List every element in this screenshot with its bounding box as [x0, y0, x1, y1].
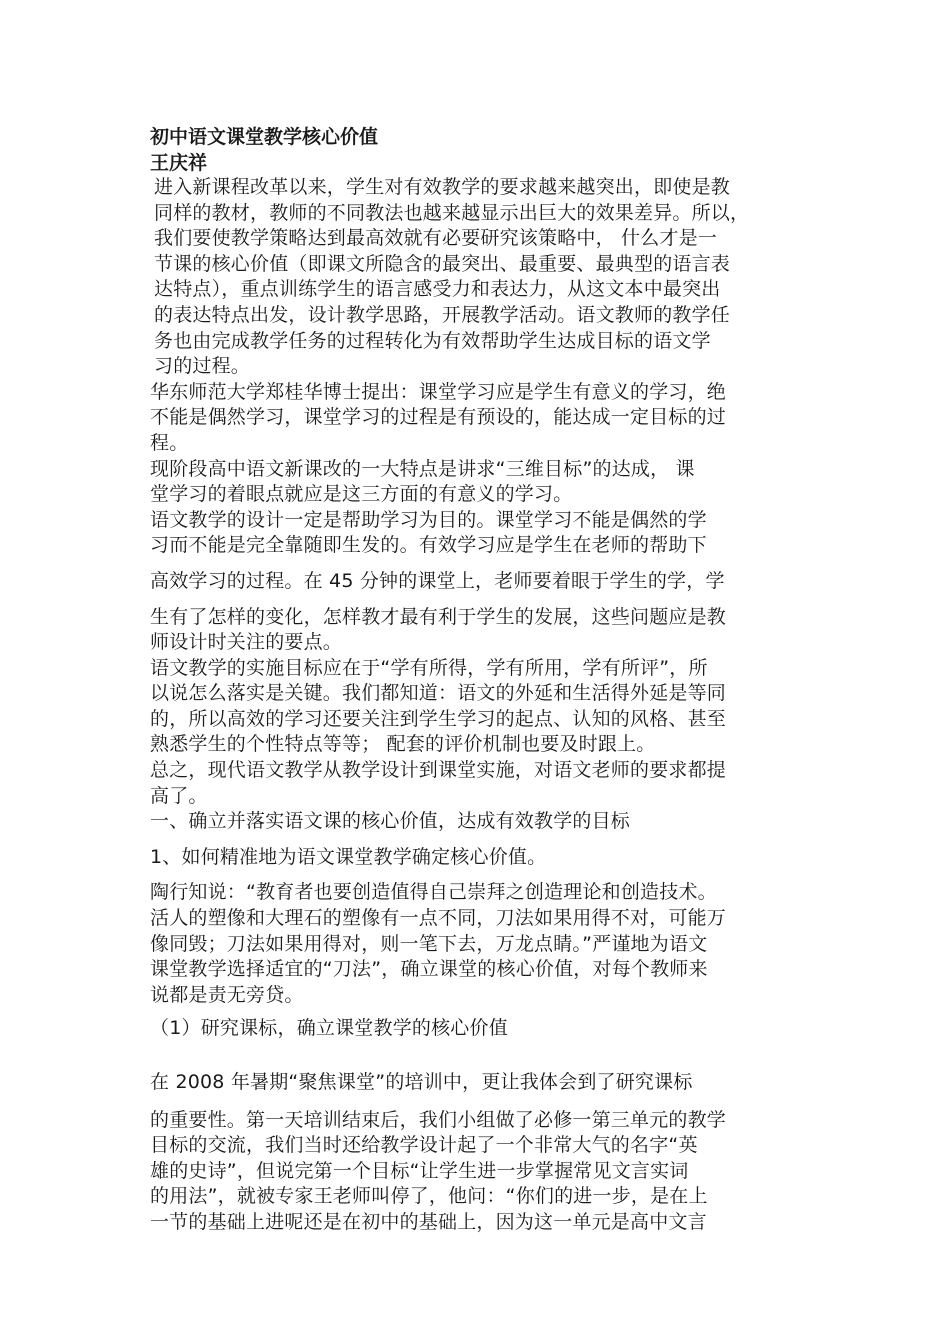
paragraph-design-cont — [150, 569, 830, 595]
text-line: （1）研究课标，确立课堂教学的核心价值 — [150, 1017, 508, 1040]
text-line: 一节的基础上进呢还是在初中的基础上，因为这一单元是高中文言 — [150, 1210, 707, 1233]
paragraph-zheng — [150, 380, 830, 457]
text-line: 师设计时关注的要点。 — [150, 631, 343, 654]
text-line: 课堂教学选择适宜的“刀法”，确立课堂的核心价值，对每个教师来 — [150, 958, 708, 981]
paragraph-tao-xingzhi — [150, 880, 830, 1008]
text-line: 程。 — [150, 431, 189, 454]
text-line: 活人的塑像和大理石的塑像有一点不同，刀法如果用得不对，可能万 — [150, 907, 727, 930]
paragraph-design — [150, 508, 830, 559]
section-heading-1 — [150, 809, 830, 835]
spacer — [150, 1042, 830, 1058]
paragraph-2008-training-cont — [150, 1108, 830, 1236]
text-line: 节课的核心价值（即课文所隐含的最突出、最重要、最典型的语言表 — [154, 252, 731, 275]
text-line: 的表达特点出发，设计教学思路，开展教学活动。语文教师的教学任 — [154, 303, 731, 326]
text-line: 我们要使教学策略达到最高效就有必要研究该策略中， 什么才是一 — [154, 227, 718, 250]
text-line: 语文教学的设计一定是帮助学习为目的。课堂学习不能是偶然的学 — [150, 508, 707, 531]
text-line: 不能是偶然学习，课堂学习的过程是有预设的，能达成一定目标的过 — [150, 406, 727, 429]
text-line: 熟悉学生的个性特点等等； 配套的评价机制也要及时跟上。 — [150, 733, 656, 756]
text-line: 高效学习的过程。在 45 分钟的课堂上，老师要着眼于学生的学，学 — [150, 569, 725, 592]
text-line: 目标的交流，我们当时还给教学设计起了一个非常大气的名字“英 — [150, 1134, 698, 1157]
text-line: 达特点），重点训练学生的语言感受力和表达力，从这文本中最突出 — [154, 278, 721, 301]
paragraph-implementation — [150, 656, 830, 758]
spacer — [150, 1096, 830, 1108]
paragraph-intro — [150, 175, 830, 380]
spacer — [150, 559, 830, 569]
paragraph-three-goals — [150, 457, 830, 508]
spacer — [150, 1058, 830, 1070]
section-heading-1-1 — [150, 845, 830, 871]
text-line: 的，所以高效的学习还要关注到学生学习的起点、认知的风格、甚至 — [150, 707, 727, 730]
text-line: 同样的教材，教师的不同教法也越来越显示出巨大的效果差异。所以， — [154, 201, 750, 224]
text-line: 生有了怎样的变化，怎样教才最有利于学生的发展，这些问题应是教 — [150, 605, 727, 628]
document-title: 初中语文课堂教学核心价值 — [150, 126, 379, 148]
paragraph-summary — [150, 758, 830, 809]
spacer — [150, 1008, 830, 1016]
text-line: 语文教学的实施目标应在于“学有所得，学有所用，学有所评”，所 — [150, 656, 708, 679]
text-line: 一、确立并落实语文课的核心价值，达成有效教学的目标 — [150, 810, 631, 833]
text-line: 现阶段高中语文新课改的一大特点是讲求“三维目标”的达成， 课 — [150, 457, 695, 480]
text-line: 在 2008 年暑期“聚焦课堂”的培训中，更让我体会到了研究课标 — [150, 1071, 693, 1093]
text-line: 的重要性。第一天培训结束后，我们小组做了必修一第三单元的教学 — [150, 1108, 727, 1131]
text-line: 像同毁；刀法如果用得对，则一笔下去，万龙点睛。”严谨地为语文 — [150, 932, 708, 955]
paragraph-design-end — [150, 605, 830, 656]
spacer — [150, 595, 830, 605]
text-line: 进入新课程改革以来，学生对有效教学的要求越来越突出，即使是教 — [154, 176, 731, 198]
text-line: 陶行知说：“教育者也要创造值得自己崇拜之创造理论和创造技术。 — [150, 881, 717, 904]
paragraph-2008-training — [150, 1070, 830, 1096]
text-line: 总之，现代语文教学从教学设计到课堂实施，对语文老师的要求都提 — [150, 759, 727, 782]
text-line: 1、如何精准地为语文课堂教学确定核心价值。 — [150, 845, 547, 868]
spacer — [150, 835, 830, 845]
text-line: 习的过程。 — [154, 355, 251, 378]
text-line: 习而不能是完全靠随即生发的。有效学习应是学生在老师的帮助下 — [150, 534, 707, 557]
spacer — [150, 870, 830, 880]
text-line: 高了。 — [150, 784, 208, 807]
text-line: 堂学习的着眼点就应是这三方面的有意义的学习。 — [150, 483, 573, 506]
text-line: 华东师范大学郑桂华博士提出：课堂学习应是学生有意义的学习，绝 — [150, 380, 727, 403]
document-author: 王庆祥 — [150, 152, 208, 174]
text-line: 以说怎么落实是关键。我们都知道：语文的外延和生活得外延是等同 — [150, 682, 727, 705]
text-line: 务也由完成教学任务的过程转化为有效帮助学生达成目标的语文学 — [154, 329, 711, 352]
section-heading-1-1-1 — [150, 1016, 830, 1042]
document-body — [150, 124, 830, 1236]
text-line: 雄的史诗”，但说完第一个目标“让学生进一步掌握常见文言实词 — [150, 1159, 689, 1182]
text-line: 说都是责无旁贷。 — [150, 983, 304, 1006]
text-line: 的用法”，就被专家王老师叫停了，他问：“你们的进一步，是在上 — [150, 1185, 708, 1208]
